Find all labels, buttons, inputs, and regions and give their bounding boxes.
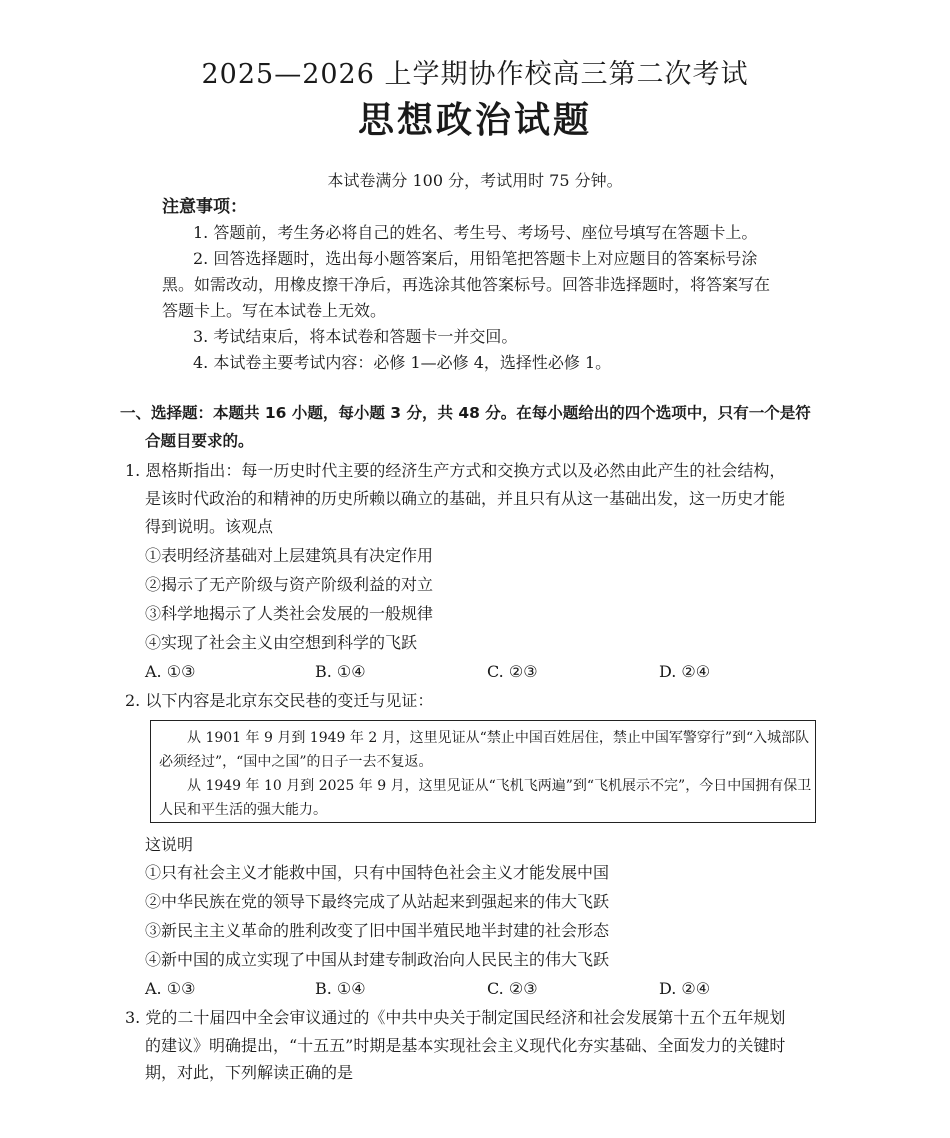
q1-stem-line-1: 1. 恩格斯指出：每一历史时代主要的经济生产方式和交换方式以及必然由此产生的社会结构， (125, 461, 786, 480)
section-heading-line-2: 合题目要求的。 (145, 432, 254, 450)
exam-title: 2025—2026 上学期协作校高三第二次考试 (201, 59, 749, 90)
q2-material-p2-line-2: 人民和平生活的强大能力。 (159, 802, 327, 818)
q2-stem: 2. 以下内容是北京东交民巷的变迁与见证： (125, 691, 434, 710)
exam-info: 本试卷满分 100 分，考试用时 75 分钟。 (327, 171, 623, 190)
q3-stem-line-3: 期，对此，下列解读正确的是 (145, 1063, 354, 1082)
notes-heading: 注意事项： (162, 197, 247, 217)
q2-statement-1: ①只有社会主义才能救中国，只有中国特色社会主义才能发展中国 (145, 863, 610, 882)
note-item-3: 3. 考试结束后，将本试卷和答题卡一并交回。 (193, 327, 518, 346)
q2-choice-d: D. ②④ (659, 979, 711, 998)
note-item-2-line-3: 答题卡上。写在本试卷上无效。 (162, 301, 387, 320)
note-item-1: 1. 答题前，考生务必将自己的姓名、考生号、考场号、座位号填写在答题卡上。 (193, 223, 758, 242)
q2-statement-2: ②中华民族在党的领导下最终完成了从站起来到强起来的伟大飞跃 (145, 892, 610, 911)
q1-stem-line-3: 得到说明。该观点 (145, 517, 274, 536)
note-item-2-line-2: 黑。如需改动，用橡皮擦干净后，再选涂其他答案标号。回答非选择题时，将答案写在 (162, 275, 771, 294)
q2-choice-b: B. ①④ (315, 979, 366, 998)
q1-stem-line-2: 是该时代政治的和精神的历史所赖以确立的基础，并且只有从这一基础出发，这一历史才能 (145, 489, 786, 508)
q2-material-p2-line-1: 从 1949 年 10 月到 2025 年 9 月，这里见证从“飞机飞两遍”到“飞机展示不完”，今日中国拥有保卫 (187, 778, 812, 794)
note-item-4: 4. 本试卷主要考试内容：必修 1—必修 4，选择性必修 1。 (193, 353, 612, 372)
q1-choice-d: D. ②④ (659, 662, 711, 681)
q2-material-p1-line-1: 从 1901 年 9 月到 1949 年 2 月，这里见证从“禁止中国百姓居住，禁止中国军警穿行”到“入城部队 (187, 730, 810, 746)
q2-choice-a: A. ①③ (145, 979, 196, 998)
q1-statement-1: ①表明经济基础对上层建筑具有决定作用 (145, 546, 434, 565)
q1-choice-c: C. ②③ (487, 662, 538, 681)
q3-stem-line-2: 的建议》明确提出，“十五五”时期是基本实现社会主义现代化夯实基础、全面发力的关键时 (145, 1036, 786, 1055)
exam-subject-title: 思想政治试题 (357, 100, 592, 141)
q1-statement-3: ③科学地揭示了人类社会发展的一般规律 (145, 604, 434, 623)
q1-choice-a: A. ①③ (145, 662, 196, 681)
note-item-2-line-1: 2. 回答选择题时，选出每小题答案后，用铅笔把答题卡上对应题目的答案标号涂 (193, 249, 758, 268)
section-heading-line-1: 一、选择题：本题共 16 小题，每小题 3 分，共 48 分。在每小题给出的四个选项中，只有一个是符 (120, 404, 811, 422)
q2-choice-c: C. ②③ (487, 979, 538, 998)
q1-choice-b: B. ①④ (315, 662, 366, 681)
q3-stem-line-1: 3. 党的二十届四中全会审议通过的《中共中央关于制定国民经济和社会发展第十五个五年规划 (125, 1008, 786, 1027)
q1-statement-4: ④实现了社会主义由空想到科学的飞跃 (145, 633, 418, 652)
q2-lead: 这说明 (145, 835, 194, 854)
q2-statement-4: ④新中国的成立实现了中国从封建专制政治向人民民主的伟大飞跃 (145, 950, 610, 969)
q1-statement-2: ②揭示了无产阶级与资产阶级利益的对立 (145, 575, 434, 594)
q2-material-p1-line-2: 必须经过”，“国中之国”的日子一去不复返。 (159, 754, 433, 770)
q2-statement-3: ③新民主主义革命的胜利改变了旧中国半殖民地半封建的社会形态 (145, 921, 610, 940)
